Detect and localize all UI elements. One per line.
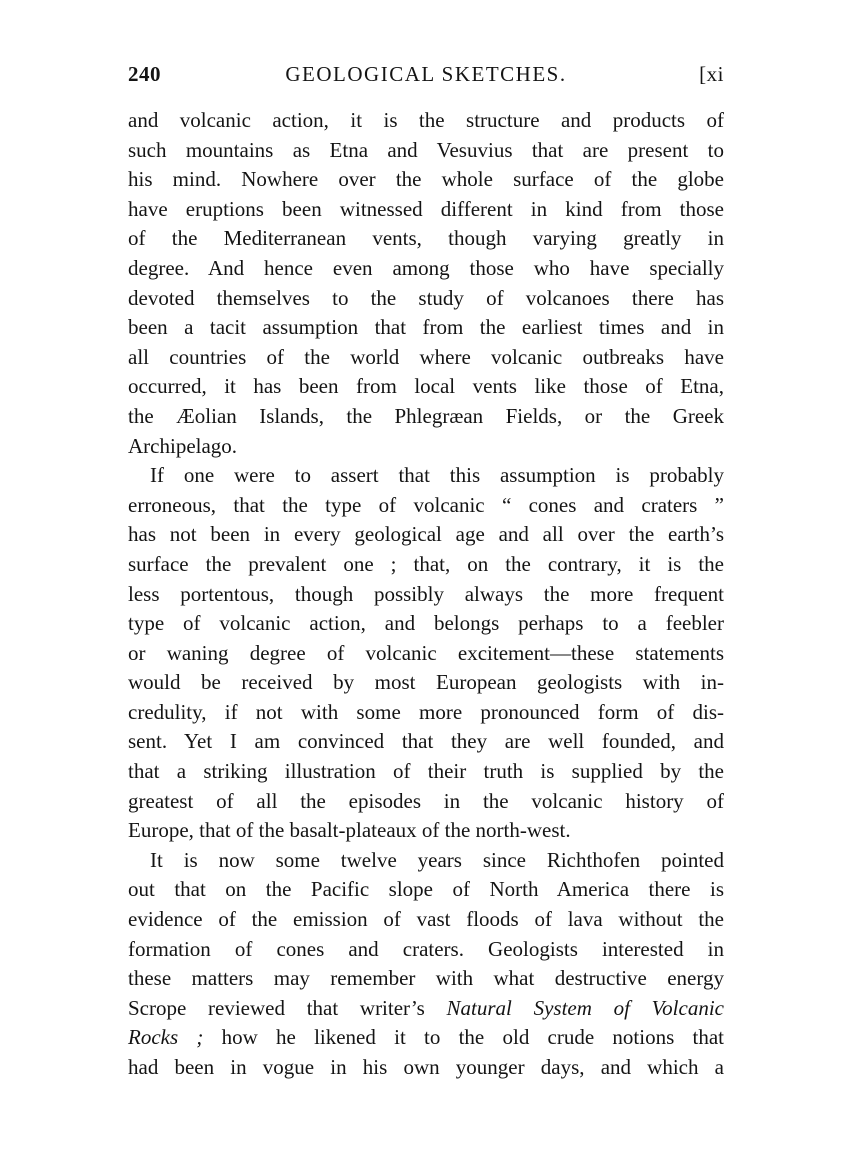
text-line: all countries of the world where volcanic outbreaks have	[128, 344, 724, 369]
paragraph-start-line: If one were to assert that this assumption is probably	[150, 463, 724, 488]
text-line: surface the prevalent one ; that, on the contrary, it is the	[128, 551, 724, 576]
running-head	[128, 62, 724, 90]
text-line: been a tacit assumption that from the earliest times and in	[128, 315, 724, 340]
text-line: has not been in every geological age and all over the earth’s	[128, 522, 724, 547]
page-number: 240	[128, 62, 161, 86]
text-line: such mountains as Etna and Vesuvius that are present to	[128, 137, 724, 162]
text-line: devoted themselves to the study of volcanoes there has	[128, 285, 724, 310]
text-line: Archipelago.	[128, 433, 238, 458]
text-line: that a striking illustration of their truth is supplied by the	[128, 759, 724, 784]
text-line: of the Mediterranean vents, though varying greatly in	[128, 226, 724, 251]
text-line: credulity, if not with some more pronounced form of dis-	[128, 699, 724, 724]
text-run: Scrope reviewed that writer’s	[128, 995, 447, 1020]
text-line: or waning degree of volcanic excitement—these statements	[128, 640, 724, 665]
text-line: evidence of the emission of vast floods of lava without the	[128, 907, 724, 932]
text-line: erroneous, that the type of volcanic “ cones and craters ”	[128, 492, 724, 517]
text-line: occurred, it has been from local vents like those of Etna,	[128, 374, 724, 399]
text-line: and volcanic action, it is the structure and products of	[128, 108, 724, 132]
chapter-mark: [xi	[699, 62, 724, 86]
text-line: had been in vogue in his own younger days, and which a	[128, 1055, 724, 1079]
text-line: type of volcanic action, and belongs perhaps to a feebler	[128, 611, 724, 636]
text-line: less portentous, though possibly always the more frequent	[128, 581, 724, 606]
running-title: GEOLOGICAL SKETCHES.	[285, 62, 567, 86]
text-line: out that on the Pacific slope of North America there is	[128, 877, 724, 902]
book-title-italic: Natural System of Volcanic	[446, 995, 724, 1020]
text-line	[128, 1023, 724, 1053]
text-line: formation of cones and craters. Geologists interested in	[128, 936, 724, 961]
text-line: would be received by most European geologists with in-	[128, 670, 724, 695]
text-line: greatest of all the episodes in the volcanic history of	[128, 788, 724, 813]
text-line: the Æolian Islands, the Phlegræan Fields, or the Greek	[128, 403, 724, 428]
text-line: these matters may remember with what destructive energy	[128, 966, 724, 991]
text-line: his mind. Nowhere over the whole surface of the globe	[128, 167, 724, 192]
book-title-italic: Rocks ;	[128, 1025, 204, 1050]
text-run: how he likened it to the old crude notions that	[203, 1025, 724, 1050]
text-line	[128, 994, 724, 1024]
text-line: sent. Yet I am convinced that they are well founded, and	[128, 729, 724, 754]
body-text	[128, 106, 724, 1083]
text-line: have eruptions been witnessed different in kind from those	[128, 196, 724, 221]
text-line: degree. And hence even among those who have specially	[128, 255, 724, 280]
text-line: Europe, that of the basalt-plateaux of the north-west.	[128, 818, 571, 843]
paragraph-start-line: It is now some twelve years since Richthofen pointed	[150, 847, 724, 872]
